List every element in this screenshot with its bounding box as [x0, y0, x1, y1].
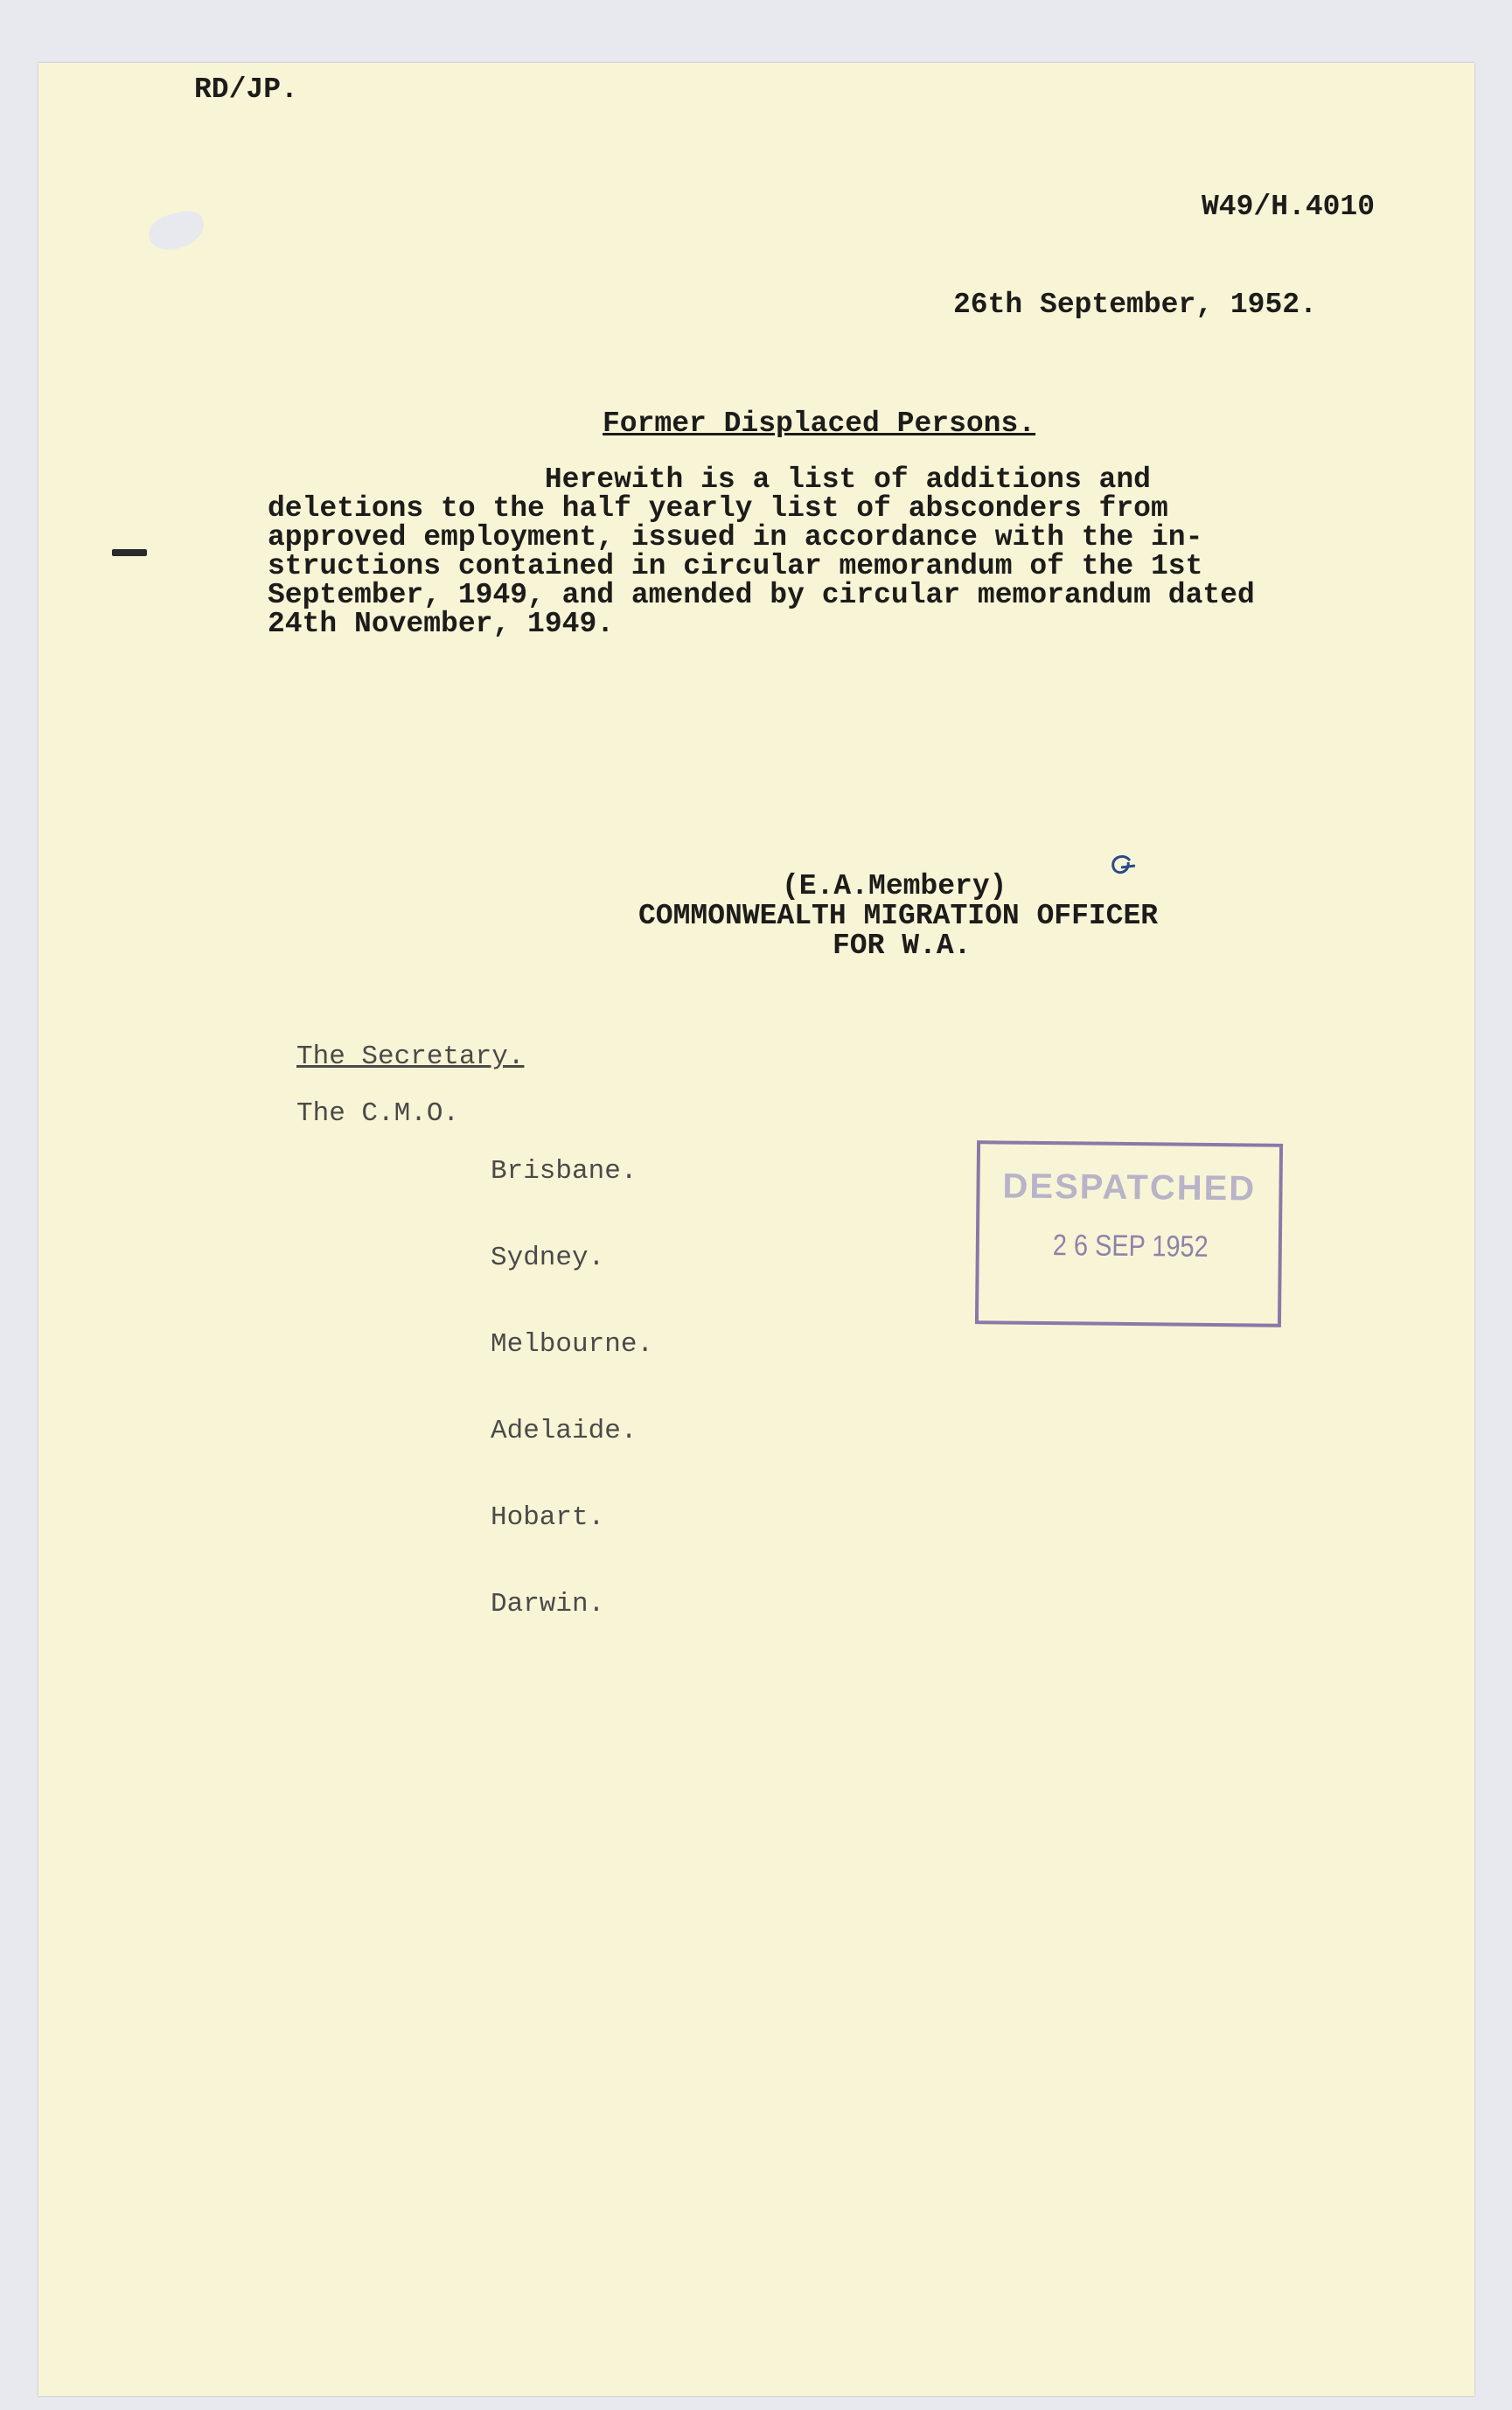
signatory-title: COMMONWEALTH MIGRATION OFFICER — [638, 900, 1159, 932]
cmo-city-list — [491, 1099, 653, 1676]
signatory-name: (E.A.Membery) — [782, 870, 1007, 902]
cmo-city: Brisbane. — [491, 1156, 638, 1187]
reference-initials: RD/JP. — [194, 73, 298, 106]
document-page — [38, 63, 1474, 2396]
body-line: 24th November, 1949. — [268, 608, 615, 640]
stamp-date: 2 6 SEP 1952 — [1052, 1229, 1209, 1264]
body-line: structions contained in circular memorandum of the 1st — [268, 550, 1203, 582]
file-reference: W49/H.4010 — [1202, 191, 1376, 223]
margin-dash-mark — [112, 549, 147, 556]
body-line: Herewith is a list of additions and — [268, 463, 1151, 496]
punch-hole — [145, 206, 208, 254]
handwritten-initial — [1104, 850, 1139, 885]
cmo-city: Darwin. — [491, 1589, 605, 1619]
letter-date: 26th September, 1952. — [953, 289, 1317, 321]
subject-heading: Former Displaced Persons. — [603, 407, 1036, 440]
cmo-city: Sydney. — [491, 1243, 605, 1273]
body-paragraph — [268, 465, 1299, 638]
body-line: approved employment, issued in accordance with the in- — [268, 521, 1203, 554]
body-line: September, 1949, and amended by circular memorandum dated — [268, 579, 1255, 611]
cmo-label: The C.M.O. — [296, 1098, 460, 1129]
stamp-title: DESPATCHED — [1002, 1167, 1257, 1208]
recipient-secretary: The Secretary. — [296, 1041, 525, 1072]
body-line: deletions to the half yearly list of absconders from — [268, 492, 1168, 525]
despatched-stamp — [975, 1140, 1283, 1327]
cmo-city: Hobart. — [491, 1502, 605, 1533]
cmo-city: Adelaide. — [491, 1416, 638, 1446]
cmo-city: Melbourne. — [491, 1329, 654, 1360]
signatory-region: FOR W.A. — [833, 930, 972, 962]
